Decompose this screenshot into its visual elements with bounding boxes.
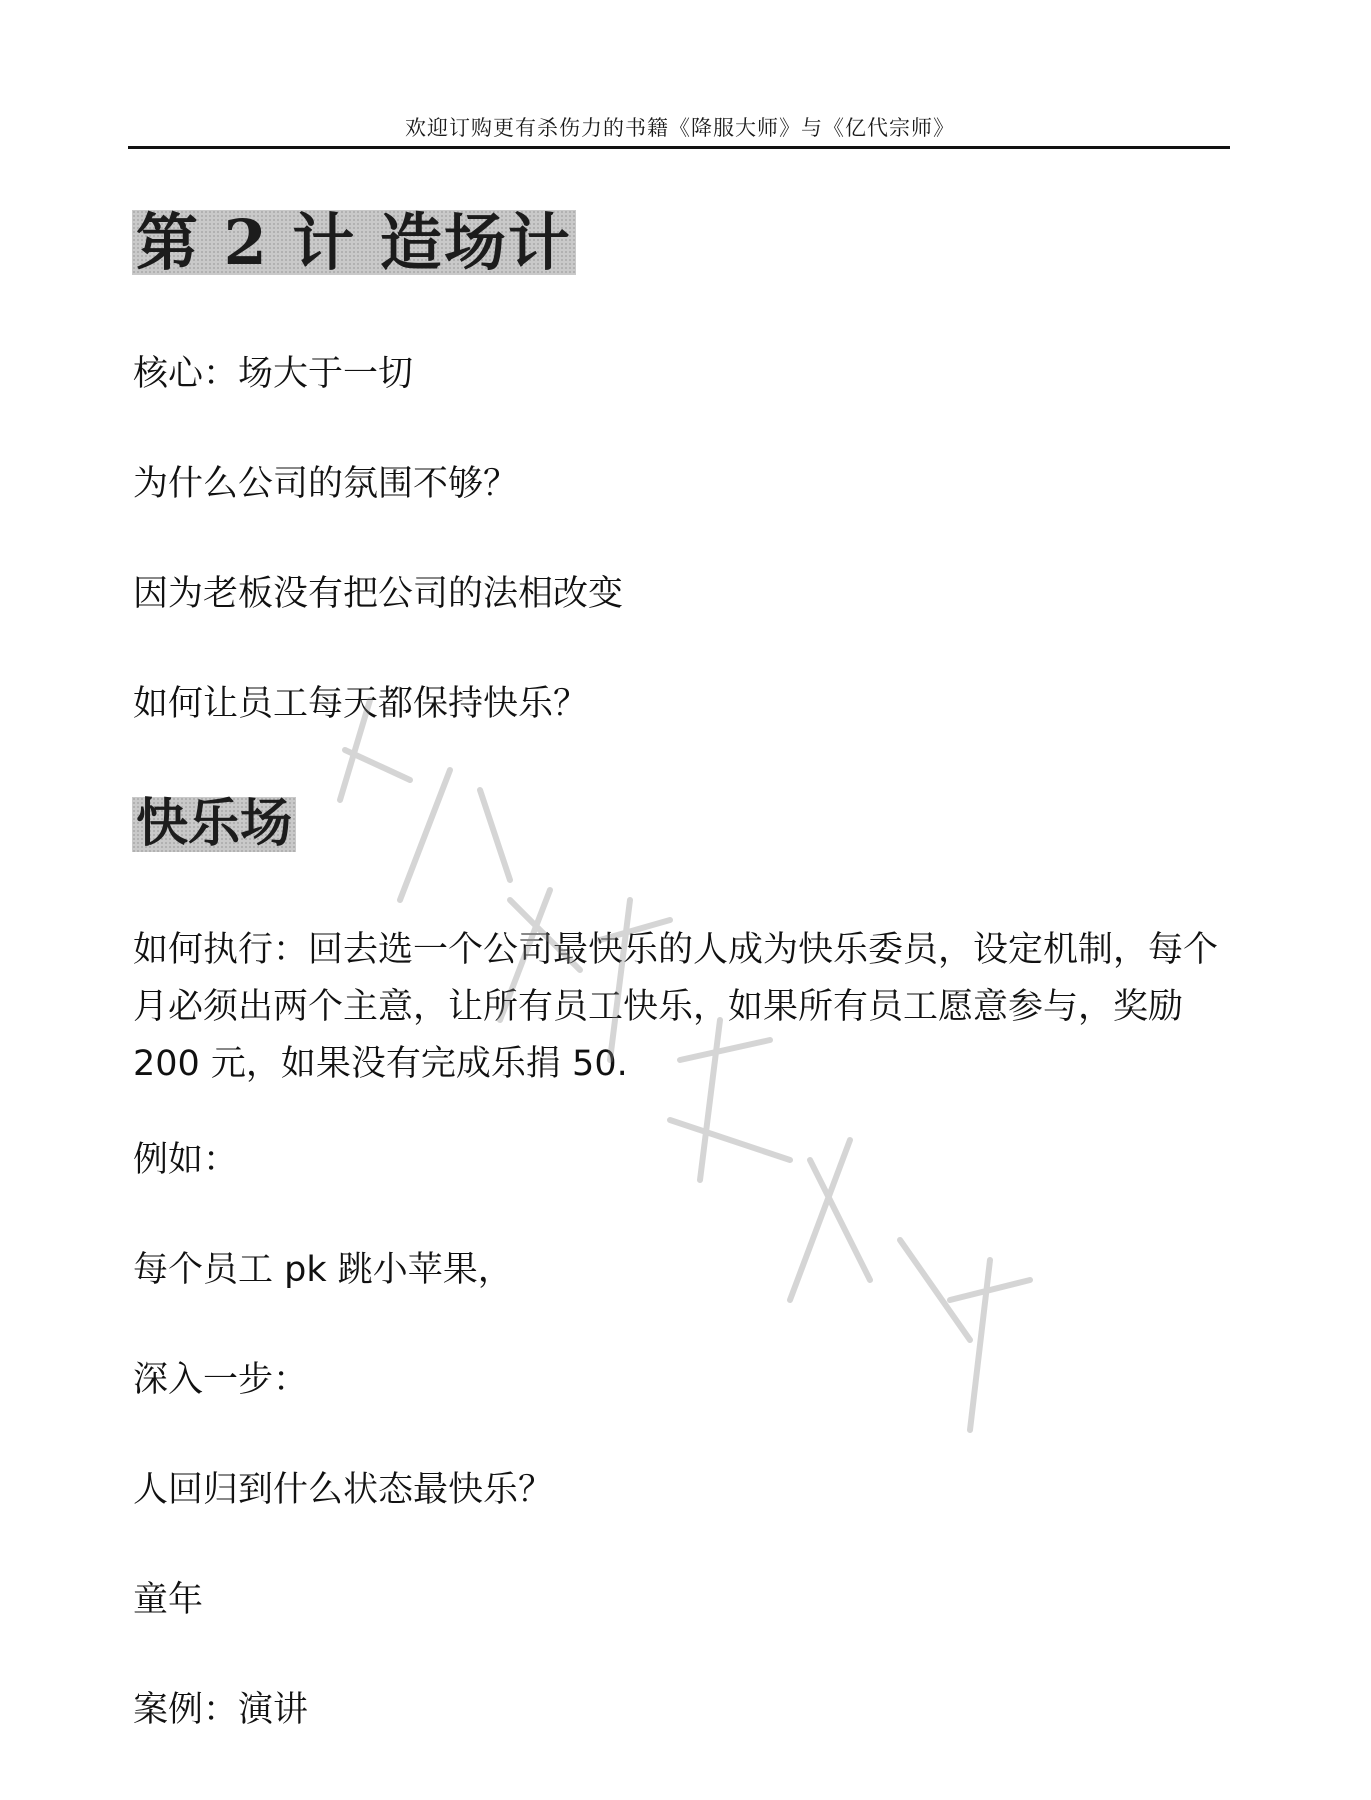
deeper-question: 人回归到什么状态最快乐？ xyxy=(133,1470,554,1510)
header-divider xyxy=(128,146,1230,149)
deeper-answer: 童年 xyxy=(133,1580,204,1620)
example-line: 每个员工 pk 跳小苹果， xyxy=(133,1250,513,1290)
question-atmosphere: 为什么公司的氛围不够？ xyxy=(133,464,519,504)
chapter-title: 第 2 计 造场计 xyxy=(132,210,576,275)
running-header: 欢迎订购更有杀伤力的书籍《降服大师》与《亿代宗师》 xyxy=(405,116,955,140)
case-line: 案例：演讲 xyxy=(133,1690,309,1730)
question-happiness: 如何让员工每天都保持快乐？ xyxy=(133,684,589,724)
example-label: 例如： xyxy=(133,1140,239,1180)
core-line: 核心：场大于一切 xyxy=(133,354,414,394)
how-to-paragraph: 如何执行：回去选一个公司最快乐的人成为快乐委员，设定机制，每个月必须出两个主意，让所有员工快乐，如果所有员工愿意参与，奖励 200 元，如果没有完成乐捐 50. xyxy=(133,930,1219,1084)
deeper-label: 深入一步： xyxy=(133,1360,309,1400)
answer-atmosphere: 因为老板没有把公司的法相改变 xyxy=(133,574,624,614)
section-title: 快乐场 xyxy=(132,797,296,852)
